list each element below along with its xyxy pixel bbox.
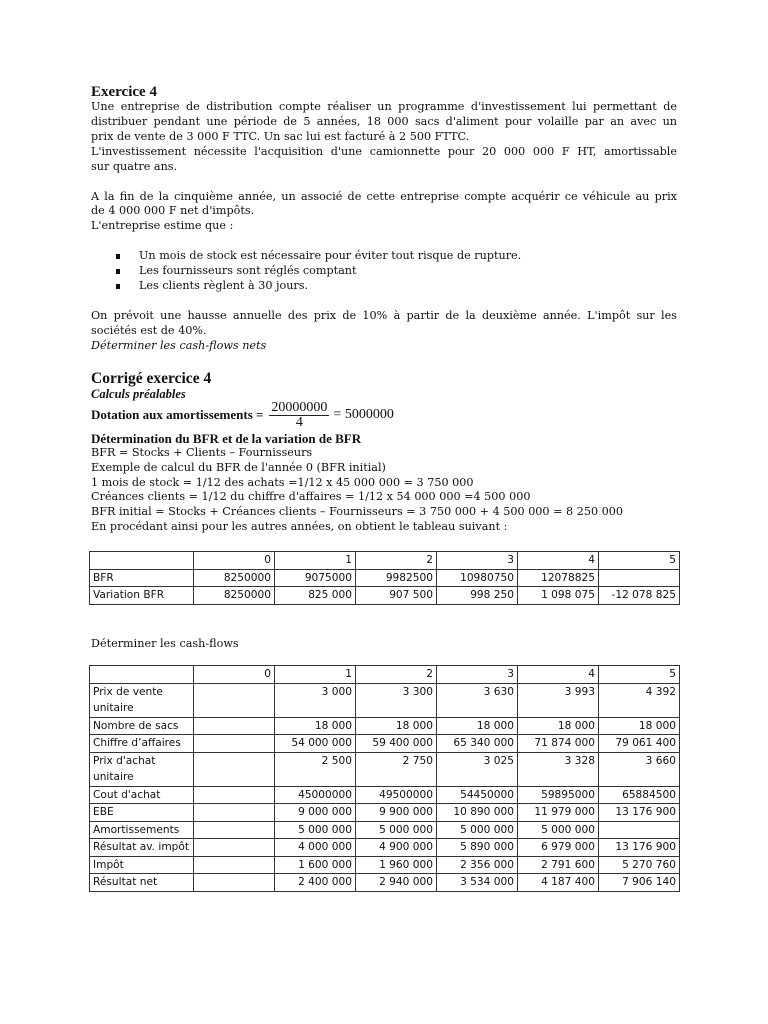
exercise-paragraph-2: L'investissement nécessite l'acquisition d'une camionnette pour 20 000 000 F HT, amortissable sur quatre ans. [91, 144, 677, 173]
exercise-paragraph-3: A la fin de la cinquième année, un associé de cette entreprise compte acquérir ce véhicule au prix de 4 000 000 F net d'impôts. [91, 189, 677, 218]
dotation-label: Dotation aux amortissements = [91, 407, 264, 423]
bfr-explanation: BFR = Stocks + Clients – Fournisseurs Exemple de calcul du BFR de l'année 0 (BFR initial) 1 mois de stock = 1/12 des achats =1/12 x 45 000 000 = 3 750 000 Créances clients = 1/12 du chiffre d'affaires = 1/12 x 54 000 000 =4 500 000 BFR initial = Stocks + Créances clients – Fournisseurs = 3 750 000 + 4 500 000 = 8 250 000 En procédant ainsi pour les autres années, on obtient le tableau suivant : [91, 445, 623, 534]
cashflow-table [89, 665, 680, 892]
table-row: Chiffre d’affaires 54 000 000 59 400 000 65 340 000 71 874 000 79 061 400 [90, 735, 680, 753]
exercise-title: Exercice 4 [91, 84, 157, 100]
table-row: Variation BFR 8250000 825 000 907 500 998 250 1 098 075 -12 078 825 [90, 587, 680, 605]
list-item: Les clients règlent à 30 jours. [91, 279, 677, 294]
dotation-formula [91, 401, 677, 431]
exercise-question: Déterminer les cash-flows nets [91, 338, 267, 352]
assumption-list [91, 249, 677, 294]
table-row: Prix d'achat unitaire 2 500 2 750 3 025 3 328 3 660 [90, 752, 680, 786]
estimate-intro: L'entreprise estime que : [91, 219, 234, 233]
correction-subtitle: Calculs préalables [91, 386, 186, 401]
dotation-result: = 5000000 [333, 407, 394, 423]
bfr-heading: Détermination du BFR et de la variation de BFR [91, 430, 362, 446]
table-row: BFR 8250000 9075000 9982500 10980750 12078825 [90, 569, 680, 587]
exercise-paragraph-4: On prévoit une hausse annuelle des prix de 10% à partir de la deuxième année. L'impôt sur les sociétés est de 40%. [91, 308, 677, 337]
fraction-numerator: 20000000 [271, 400, 328, 416]
dotation-fraction [269, 401, 329, 430]
table-row: EBE 9 000 000 9 900 000 10 890 000 11 979 000 13 176 900 [90, 804, 680, 822]
bfr-table [89, 551, 680, 605]
list-item: Un mois de stock est nécessaire pour éviter tout risque de rupture. [91, 249, 677, 264]
table-row: Prix de vente unitaire 3 000 3 300 3 630 3 993 4 392 [90, 683, 680, 717]
table-row: Amortissements 5 000 000 5 000 000 5 000 000 5 000 000 [90, 821, 680, 839]
table-row: Résultat av. impôt 4 000 000 4 900 000 5 890 000 6 979 000 13 176 900 [90, 839, 680, 857]
table-header-row: 0 1 2 3 4 5 [90, 666, 680, 684]
table-header-row: 0 1 2 3 4 5 [90, 552, 680, 570]
table-row: Résultat net 2 400 000 2 940 000 3 534 000 4 187 400 7 906 140 [90, 874, 680, 892]
fraction-denominator: 4 [295, 415, 303, 431]
table-row: Nombre de sacs 18 000 18 000 18 000 18 000 18 000 [90, 717, 680, 735]
table-row: Impôt 1 600 000 1 960 000 2 356 000 2 791 600 5 270 760 [90, 856, 680, 874]
document-page [91, 84, 677, 535]
correction-title: Corrigé exercice 4 [91, 369, 212, 387]
cashflow-heading: Déterminer les cash-flows [91, 637, 239, 650]
table-row: Cout d'achat 45000000 49500000 54450000 59895000 65884500 [90, 786, 680, 804]
exercise-paragraph-1: Une entreprise de distribution compte réaliser un programme d'investissement lui permettant de distribuer pendant une période de 5 années, 18 000 sacs d'aliment pour volaille par an avec un prix de vente de 3 000 F TTC. Un sac lui est facturé à 2 500 FTTC. [91, 100, 677, 143]
list-item: Les fournisseurs sont réglés comptant [91, 264, 677, 279]
